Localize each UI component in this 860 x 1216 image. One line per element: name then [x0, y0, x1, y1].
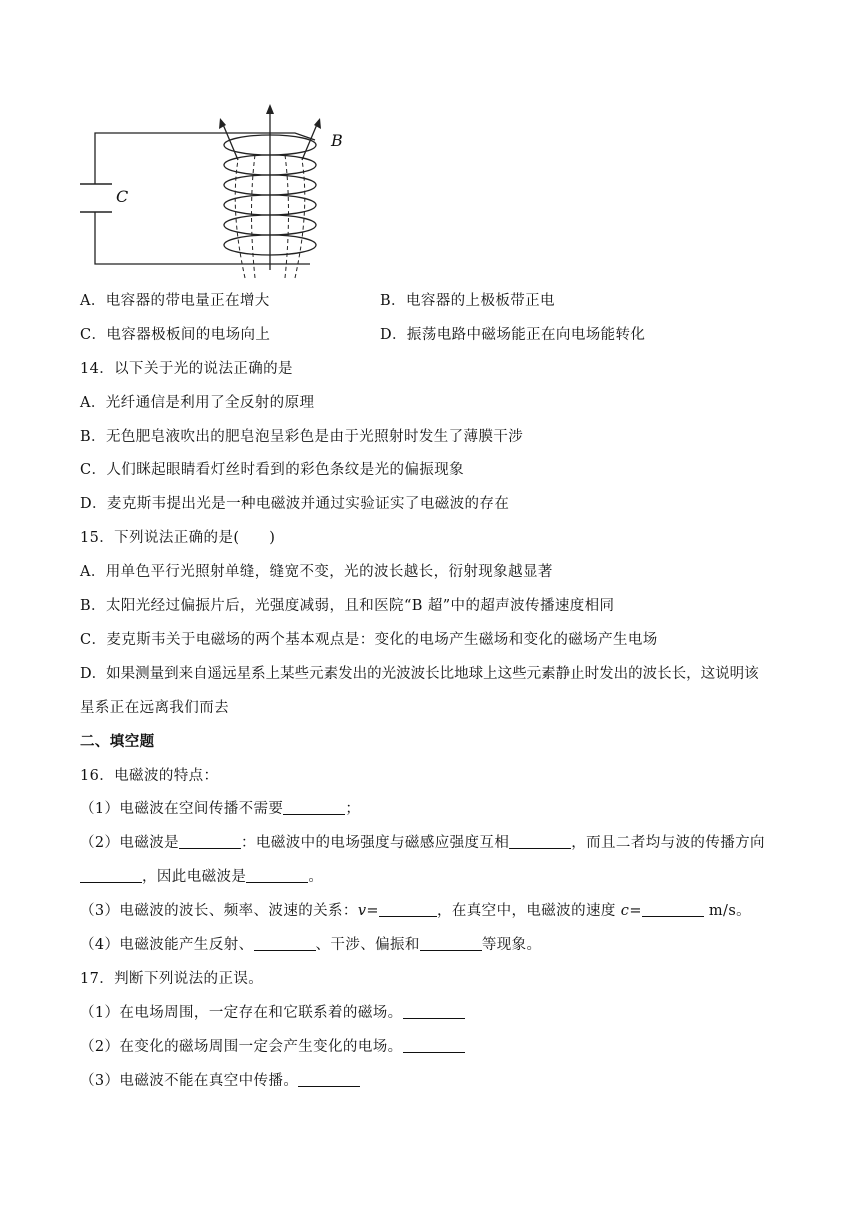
q16-part1-text: （1）电磁波在空间传播不需要: [80, 801, 284, 817]
field-arrows: [222, 108, 318, 270]
q16-part2-cont: [80, 867, 323, 887]
q14-option-c: C．人们眯起眼睛看灯丝时看到的彩色条纹是光的偏振现象: [80, 462, 464, 478]
q14-option-b: B．无色肥皂液吹出的肥皂泡呈彩色是由于光照射时发生了薄膜干涉: [80, 429, 524, 445]
lc-circuit-figure: [70, 100, 370, 290]
q16-part3-text-c: ，在真空中，电磁波的速度: [436, 903, 621, 919]
q17-part2-text: （2）在变化的磁场周围一定会产生变化的电场。: [80, 1039, 403, 1055]
q13-option-b: B．电容器的上极板带正电: [380, 293, 555, 309]
q16-part4-text: （4）电磁波能产生反射、: [80, 937, 254, 953]
q13-option-a: A．电容器的带电量正在增大: [80, 293, 270, 309]
q17-stem: 17．判断下列说法的正误。: [80, 971, 264, 987]
circuit-wire-top: [95, 133, 225, 184]
q16-part4: [80, 935, 541, 955]
circuit-wire-bottom: [95, 212, 310, 264]
q16-part2: [80, 833, 765, 853]
q16-part2-text-d: ，因此电磁波是: [142, 869, 247, 885]
q15-option-d-line1: D．如果测量到来自遥远星系上某些元素发出的光波波长比地球上这些元素静止时发出的波长长，这说明该: [80, 666, 759, 682]
answer-blank[interactable]: [179, 834, 241, 849]
q17-part2: [80, 1037, 465, 1057]
q17-part1-text: （1）在电场周围，一定存在和它联系着的磁场。: [80, 1005, 403, 1021]
q17-part3-text: （3）电磁波不能在真空中传播。: [80, 1073, 299, 1089]
q14-option-d: D．麦克斯韦提出光是一种电磁波并通过实验证实了电磁波的存在: [80, 496, 510, 512]
label-c: C: [116, 187, 129, 206]
q15-stem: 15．下列说法正确的是( ): [80, 530, 276, 546]
q16-part2-text: （2）电磁波是: [80, 835, 180, 851]
q17-part1: [80, 1003, 465, 1023]
equals: =: [366, 903, 379, 919]
q17-part3: [80, 1071, 360, 1091]
q13-option-d: D．振荡电路中磁场能正在向电场能转化: [380, 327, 646, 343]
q16-part4-end: 等现象。: [481, 937, 542, 953]
q16-stem: 16．电磁波的特点：: [80, 768, 219, 784]
answer-blank[interactable]: [379, 902, 437, 917]
answer-blank[interactable]: [420, 936, 482, 951]
label-b: B: [331, 131, 343, 150]
answer-blank[interactable]: [403, 1038, 465, 1053]
q16-part2-end: 。: [308, 869, 324, 885]
answer-blank[interactable]: [298, 1072, 360, 1087]
unit: m/s。: [703, 903, 752, 919]
answer-blank[interactable]: [254, 936, 316, 951]
answer-blank[interactable]: [509, 834, 571, 849]
q15-option-d-line2: 星系正在远离我们而去: [80, 700, 229, 716]
answer-blank[interactable]: [80, 868, 142, 883]
q14-option-a: A．光纤通信是利用了全反射的原理: [80, 395, 315, 411]
q16-part1: [80, 799, 360, 819]
q16-part2-text-c: ，而且二者均与波的传播方向: [571, 835, 765, 851]
q16-part2-text-b: ：电磁波中的电场强度与磁感应强度互相: [241, 835, 510, 851]
q15-option-a: A．用单色平行光照射单缝，缝宽不变，光的波长越长，衍射现象越显著: [80, 564, 553, 580]
answer-blank[interactable]: [642, 902, 704, 917]
q15-option-b: B．太阳光经过偏振片后，光强度减弱，且和医院“B 超”中的超声波传播速度相同: [80, 598, 615, 614]
q16-part4-text-b: 、干涉、偏振和: [315, 937, 420, 953]
answer-blank[interactable]: [246, 868, 308, 883]
equals: =: [629, 903, 642, 919]
var-c: c: [620, 903, 630, 919]
var-v: v: [357, 903, 367, 919]
q16-part1-end: ；: [345, 801, 361, 817]
q13-option-c: C．电容器极板间的电场向上: [80, 327, 271, 343]
q16-part3-text: （3）电磁波的波长、频率、波速的关系：: [80, 903, 358, 919]
q15-option-c: C．麦克斯韦关于电磁场的两个基本观点是：变化的电场产生磁场和变化的磁场产生电场: [80, 632, 658, 648]
section-title: 二、填空题: [80, 733, 155, 750]
q14-stem: 14．以下关于光的说法正确的是: [80, 361, 293, 377]
q16-part3: [80, 901, 751, 921]
answer-blank[interactable]: [283, 800, 345, 815]
answer-blank[interactable]: [403, 1004, 465, 1019]
